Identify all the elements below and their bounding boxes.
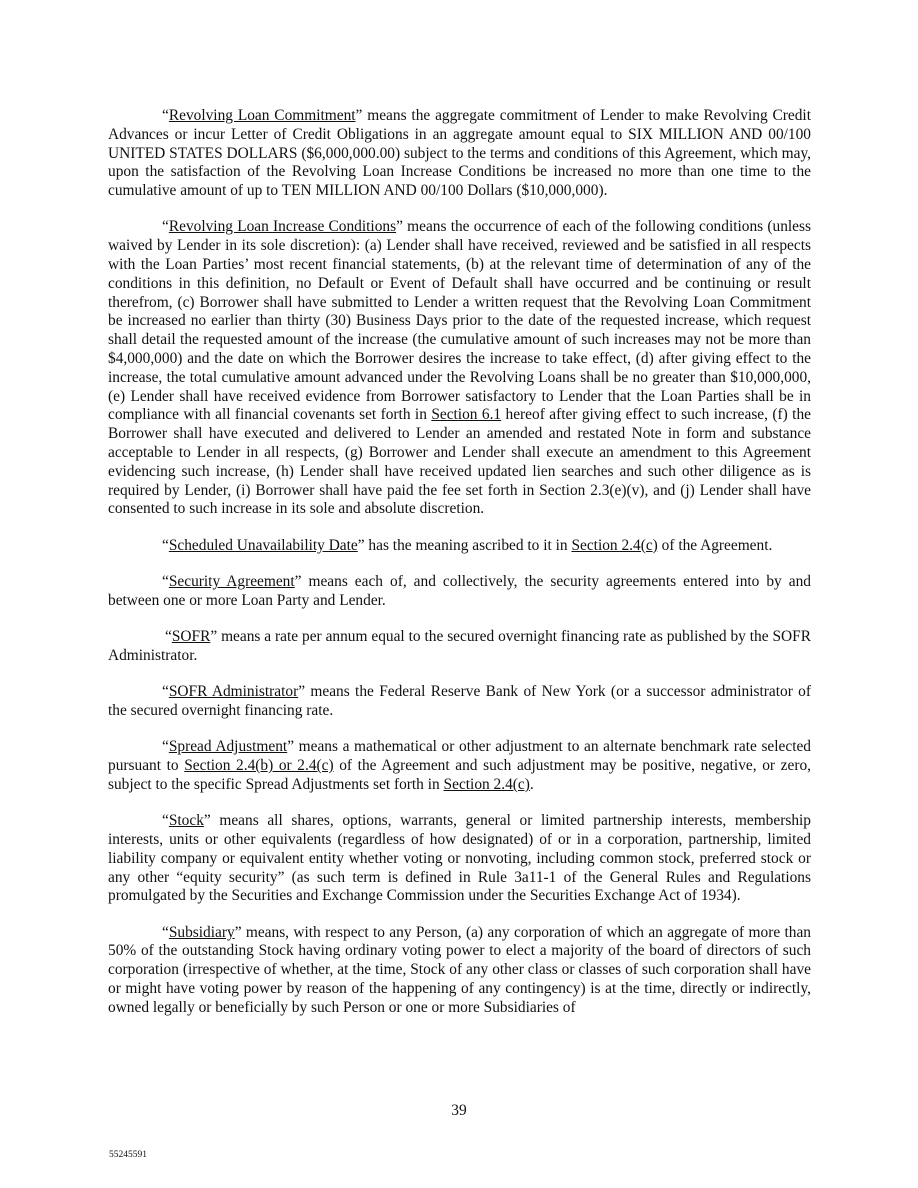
defined-term: Security Agreement xyxy=(168,573,295,591)
definition-text: ” has the meaning ascribed to it in xyxy=(357,536,572,554)
definition-text: . xyxy=(529,775,534,793)
definition-sofr: “SOFR” means a rate per annum equal to the secured overnight financing rate as published by the SOFR Administrator. xyxy=(108,628,811,664)
definition-text: hereof after giving effect to such increase, (f) the Borrower shall have executed and delivered to Lender an amended and restated Note in form and substance acceptable to Lender in all respects, (g) Borrower and Lender shall execute an amendment to this Agreement evidencing such increase, (h) Lender shall have received updated lien searches and such other diligence as is required by Lender, (i) Borrower shall have paid the fee set forth in Section 2.3(e)(v), and (j) Lender shall have consented to such increase in its sole and absolute discretion. xyxy=(108,406,811,518)
defined-term: Stock xyxy=(168,812,204,830)
definition-stock: “Stock” means all shares, options, warrants, general or limited partnership interests, membership interests, units or other equivalents (regardless of how designated) of or in a corporation, partnership, limited liability company or equivalent entity whether voting or nonvoting, including common stock, preferred stock or any other “equity security” (as such term is defined in Rule 3a11-1 of the General Rules and Regulations promulgated by the Securities and Exchange Commission under the Securities Exchange Act of 1934). xyxy=(108,812,811,905)
definition-text: ” means the Federal Reserve Bank of New York (or a successor administrator of the secured overnight financing rate. xyxy=(108,683,811,720)
page-number: 39 xyxy=(451,1102,467,1119)
defined-term: SOFR Administrator xyxy=(168,683,299,701)
definition-sofr-administrator: “SOFR Administrator” means the Federal Reserve Bank of New York (or a successor administrator of the secured overnight financing rate. xyxy=(108,683,811,720)
section-reference: Section 2.4(c) xyxy=(443,775,530,793)
section-reference: Section 6.1 xyxy=(431,406,502,424)
section-reference: Section 2.4(c) xyxy=(571,536,658,554)
definition-text: of the Agreement and such adjustment may be positive, negative, or zero, subject to the specific Spread Adjustments set forth in xyxy=(108,757,811,793)
definition-revolving-loan-increase-conditions: “Revolving Loan Increase Conditions” means the occurrence of each of the following conditions (unless waived by Lender in its sole discretion): (a) Lender shall have received, reviewed and be satisfied in all respects with the Loan Parties’ most recent financial statements, (b) at the relevant time of determination of any of the conditions in this definition, no Default or Event of Default shall have occurred and be continuing or result therefrom, (c) Borrower shall have submitted to Lender a written request that the Revolving Loan Commitment be increased no earlier than thirty (30) Business Days prior to the date of the requested increase, which request shall detail the requested amount of the increase (the cumulative amount of such increases may not be more than $4,000,000) and the date on which the Borrower desires the increase to take effect, (d) after giving effect to the increase, the total cumulative amount advanced under the Revolving Loans shall be no greater than $10,000,000, (e) Lender shall have received evidence from Borrower satisfactory to Lender that the Loan Parties shall be in compliance with all financial covenants set forth in Section 6.1 hereof after giving effect to such increase, (f) the Borrower shall have executed and delivered to Lender an amended and restated Note in form and substance acceptable to Lender in all respects, (g) Borrower and Lender shall execute an amendment to this Agreement evidencing such increase, (h) Lender shall have received updated lien searches and such other diligence as is required by Lender, (i) Borrower shall have paid the fee set forth in Section 2.3(e)(v), and (j) Lender shall have consented to such increase in its sole and absolute discretion. xyxy=(108,218,811,518)
defined-term: Subsidiary xyxy=(168,923,235,941)
defined-term: Scheduled Unavailability Date xyxy=(168,536,358,554)
definition-text: ” means the aggregate commitment of Lender to make Revolving Credit Advances or incur Letter of Credit Obligations in an aggregate amount equal to SIX MILLION AND 00/100 UNITED STATES DOLLARS ($6,000,000.00) subject to the terms and conditions of this Agreement, which may, upon the satisfaction of the Revolving Loan Increase Conditions be increased no more than one time to the cumulative amount of up to TEN MILLION AND 00/100 Dollars ($10,000,000). xyxy=(108,107,811,200)
definition-revolving-loan-commitment: “Revolving Loan Commitment” means the aggregate commitment of Lender to make Revolving Credit Advances or incur Letter of Credit Obligations in an aggregate amount equal to SIX MILLION AND 00/100 UNITED STATES DOLLARS ($6,000,000.00) subject to the terms and conditions of this Agreement, which may, upon the satisfaction of the Revolving Loan Increase Conditions be increased no more than one time to the cumulative amount of up to TEN MILLION AND 00/100 Dollars ($10,000,000). xyxy=(108,107,811,200)
definition-text: of the Agreement. xyxy=(657,536,773,554)
section-reference: Section 2.4(b) or 2.4(c) xyxy=(184,757,334,775)
definition-text: ” means a mathematical or other adjustment to an alternate benchmark rate selected pursuant to xyxy=(108,738,812,775)
definition-text: ” means each of, and collectively, the security agreements entered into by and between one or more Loan Party and Lender. xyxy=(108,573,811,609)
defined-term: Revolving Loan Increase Conditions xyxy=(168,218,397,236)
document-body xyxy=(108,107,811,1035)
definition-subsidiary: “Subsidiary” means, with respect to any Person, (a) any corporation of which an aggregate of more than 50% of the outstanding Stock having ordinary voting power to elect a majority of the board of directors of such corporation (irrespective of whether, at the time, Stock of any other class or classes of such corporation shall have or might have voting power by reason of the happening of any contingency) is at the time, directly or indirectly, owned legally or beneficially by such Person or one or more Subsidiaries of xyxy=(108,923,811,1016)
definition-text: ” means the occurrence of each of the following conditions (unless waived by Lender in its sole discretion): (a) Lender shall have received, reviewed and be satisfied in all respects with the Loan Parties’ most recent financial statements, (b) at the relevant time of determination of any of the conditions in this definition, no Default or Event of Default shall have occurred and be continuing or result therefrom, (c) Borrower shall have submitted to Lender a written request that the Revolving Loan Commitment be increased no earlier than thirty (30) Business Days prior to the date of the requested increase, which request shall detail the requested amount of the increase (the cumulative amount of such increases may not be more than $4,000,000) and the date on which the Borrower desires the increase to take effect, (d) after giving effect to the increase, the total cumulative amount advanced under the Revolving Loans shall be no greater than $10,000,000, (e) Lender shall have received evidence from Borrower satisfactory to Lender that the Loan Parties shall be in compliance with all financial covenants set forth in xyxy=(108,218,811,424)
defined-term: Spread Adjustment xyxy=(168,738,288,756)
defined-term: Revolving Loan Commitment xyxy=(168,107,356,124)
definition-text: ” means all shares, options, warrants, general or limited partnership interests, membership interests, units or other equivalents (regardless of how designated) of or in a corporation, partnership, limited liability company or equivalent entity whether voting or nonvoting, including common stock, preferred stock or any other “equity security” (as such term is defined in Rule 3a11-1 of the General Rules and Regulations promulgated by the Securities and Exchange Commission under the Securities Exchange Act of 1934). xyxy=(108,812,811,905)
definition-text: ” means, with respect to any Person, (a) any corporation of which an aggregate of more than 50% of the outstanding Stock having ordinary voting power to elect a majority of the board of directors of such corporation (irrespective of whether, at the time, Stock of any other class or classes of such corporation shall have or might have voting power by reason of the happening of any contingency) is at the time, directly or indirectly, owned legally or beneficially by such Person or one or more Subsidiaries of xyxy=(108,923,811,1016)
definition-scheduled-unavailability-date: “Scheduled Unavailability Date” has the meaning ascribed to it in Section 2.4(c) of the Agreement. xyxy=(162,536,773,554)
definition-spread-adjustment: “Spread Adjustment” means a mathematical or other adjustment to an alternate benchmark rate selected pursuant to Section 2.4(b) or 2.4(c) of the Agreement and such adjustment may be positive, negative, or zero, subject to the specific Spread Adjustments set forth in Section 2.4(c). xyxy=(108,738,812,793)
defined-term: SOFR xyxy=(171,628,211,646)
definition-text: ” means a rate per annum equal to the secured overnight financing rate as published by the SOFR Administrator. xyxy=(108,628,811,664)
document-id: 55245591 xyxy=(109,1150,147,1160)
definition-security-agreement: “Security Agreement” means each of, and collectively, the security agreements entered into by and between one or more Loan Party and Lender. xyxy=(108,573,811,609)
